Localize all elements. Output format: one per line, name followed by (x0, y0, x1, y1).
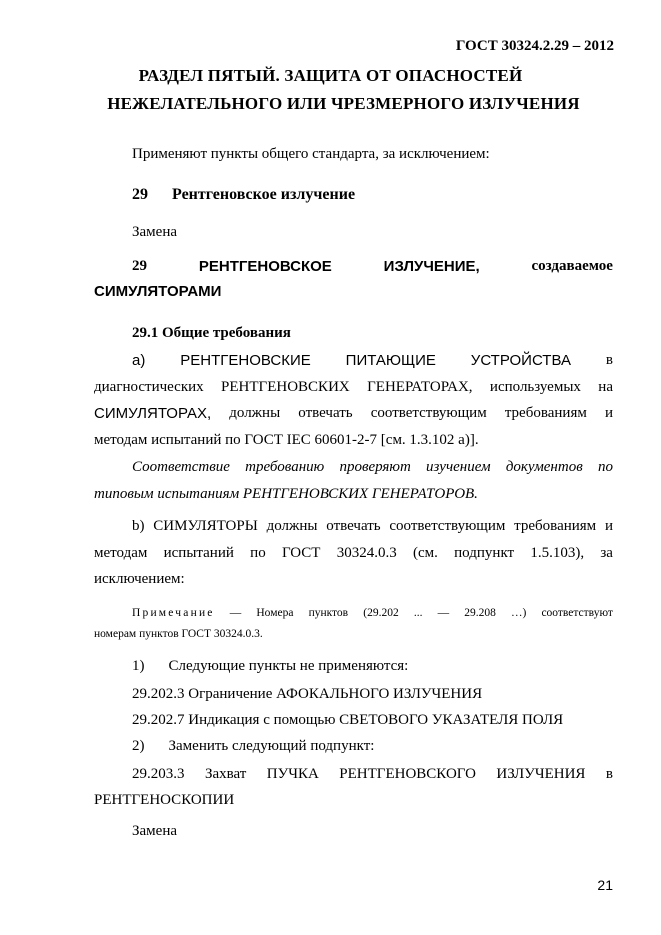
clause-203-word: ИЗЛУЧЕНИЯ (496, 766, 586, 782)
para-a-word: соответствующим (370, 405, 487, 421)
para-b-word: 1.5.103), (530, 545, 585, 561)
compliance-word: документов (505, 459, 583, 475)
item-2-text: Заменить следующий подпункт: (168, 738, 375, 754)
note-word: Номера (256, 607, 294, 619)
clause-29-202-7: 29.202.7 Индикация с помощью СВЕТОВОГО УКАЗАТЕЛЯ ПОЛЯ (132, 712, 564, 728)
note-line-1 (132, 607, 613, 619)
note-line-2: номерам пунктов ГОСТ 30324.0.3. (94, 628, 263, 640)
para-b-line-3: исключением: (94, 571, 185, 587)
clause-203-word: в (605, 766, 613, 782)
para-a-word: отвечать (298, 405, 353, 421)
clause-29-new-number: 29 (132, 258, 147, 274)
para-a-word: ПИТАЮЩИЕ (345, 352, 436, 369)
item-1-number: 1) (132, 658, 145, 674)
para-b-word: подпункт (454, 545, 515, 561)
para-b-word: за (600, 545, 613, 561)
clause-203-word: Захват (204, 766, 247, 782)
item-2-number: 2) (132, 738, 145, 754)
para-a-line-3 (94, 405, 613, 422)
replace-label-1: Замена (132, 224, 178, 240)
para-b-word: по (250, 545, 266, 561)
para-b-word: испытаний (163, 545, 234, 561)
note-word: …) (510, 607, 527, 619)
compliance-word: проверяют (339, 459, 411, 475)
para-b-line-2 (94, 545, 613, 562)
para-a-word: а) (132, 352, 146, 369)
page-number: 21 (597, 877, 613, 893)
para-a-word: УСТРОЙСТВА (470, 352, 571, 369)
para-b-word: ГОСТ (281, 545, 321, 561)
clause-29-203-3-line-2: РЕНТГЕНОСКОПИИ (94, 792, 235, 808)
clause-29-203-3-line-1 (132, 766, 613, 783)
clause-29-new-line-1 (132, 258, 613, 275)
para-a-line-1 (132, 352, 613, 369)
clause-29-new-word: создаваемое (531, 258, 613, 274)
item-1-text: Следующие пункты не применяются: (168, 658, 409, 674)
clause-203-word: ПУЧКА (266, 766, 319, 782)
clause-29-title: Рентгеновское излучение (172, 186, 356, 203)
para-b-word: методам (94, 545, 148, 561)
clause-29-new-word: РЕНТГЕНОВСКОЕ (198, 258, 332, 275)
clause-203-word: 29.203.3 (132, 766, 185, 782)
para-a-line-2: диагностических РЕНТГЕНОВСКИХ ГЕНЕРАТОРАХ, используемых на (94, 379, 613, 395)
compliance-word: требованию (245, 459, 325, 475)
compliance-word: по (597, 459, 613, 475)
clause-29-new-word: ИЗЛУЧЕНИЕ, (383, 258, 480, 275)
para-a-word: СИМУЛЯТОРАХ, (94, 405, 212, 422)
note-word: — (229, 607, 242, 619)
note-word: соответствуют (541, 607, 613, 619)
note-word: пунктов (308, 607, 349, 619)
clause-29-number: 29 (132, 186, 148, 203)
replace-label-2: Замена (132, 823, 178, 839)
para-a-word: и (604, 405, 613, 421)
note-label: Примечание (132, 607, 215, 619)
clause-203-word: РЕНТГЕНОВСКОГО (339, 766, 476, 782)
section-title-line-1: РАЗДЕЛ ПЯТЫЙ. ЗАЩИТА ОТ ОПАСНОСТЕЙ (138, 66, 523, 85)
note-word: 29.208 (464, 607, 496, 619)
item-1 (132, 658, 408, 675)
compliance-line-2: типовым испытаниям РЕНТГЕНОВСКИХ ГЕНЕРАТОРОВ. (94, 486, 478, 502)
compliance-line-1 (132, 459, 613, 476)
para-a-line-4: методам испытаний по ГОСТ IEC 60601-2-7 [см. 1.3.102 а)]. (94, 432, 479, 448)
clause-29-heading (132, 186, 355, 204)
para-a-word: в (605, 352, 613, 368)
note-word: (29.202 (363, 607, 399, 619)
note-word: ... (413, 607, 423, 619)
para-a-word: должны (229, 405, 281, 421)
para-b-line-1: b) СИМУЛЯТОРЫ должны отвечать соответствующим требованиям и (132, 518, 613, 534)
intro-paragraph: Применяют пункты общего стандарта, за исключением: (132, 146, 490, 162)
compliance-word: Соответствие (132, 459, 230, 475)
para-b-word: (см. (412, 545, 438, 561)
item-2 (132, 738, 374, 755)
section-title-line-2: НЕЖЕЛАТЕЛЬНОГО ИЛИ ЧРЕЗМЕРНОГО ИЗЛУЧЕНИЯ (107, 94, 580, 113)
clause-29-202-3: 29.202.3 Ограничение АФОКАЛЬНОГО ИЗЛУЧЕНИЯ (132, 686, 483, 702)
para-a-word: РЕНТГЕНОВСКИЕ (180, 352, 311, 369)
para-a-word: требованиям (504, 405, 587, 421)
para-b-word: 30324.0.3 (336, 545, 397, 561)
subclause-29-1-title: 29.1 Общие требования (132, 325, 291, 341)
document-code: ГОСТ 30324.2.29 – 2012 (455, 38, 614, 54)
compliance-word: изучением (426, 459, 491, 475)
clause-29-new-line-2: СИМУЛЯТОРАМИ (94, 283, 222, 300)
note-word: — (437, 607, 450, 619)
